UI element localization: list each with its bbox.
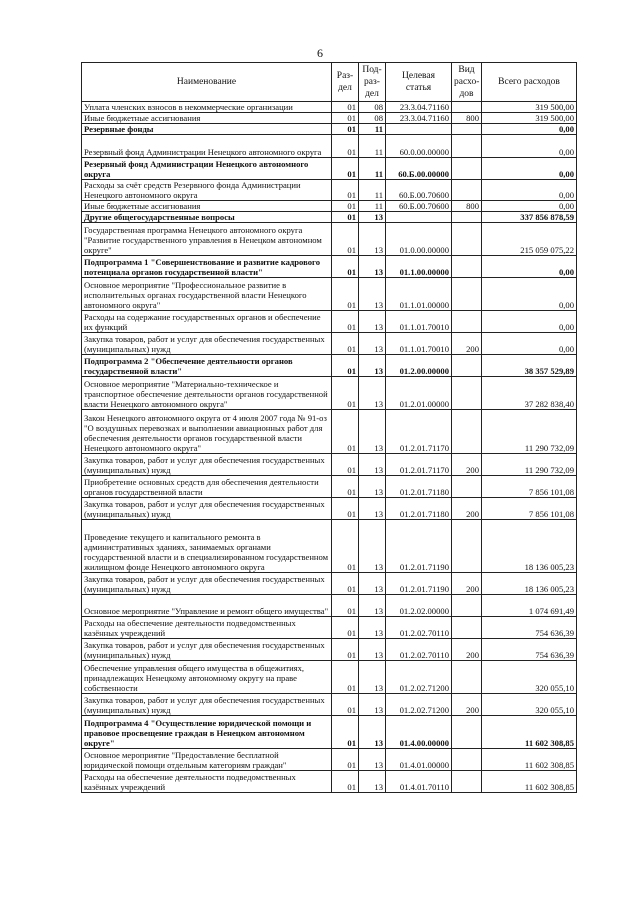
row-kind-cell: [452, 102, 482, 113]
row-podrazdel-cell: 13: [359, 311, 386, 333]
row-amount-cell: 0,00: [482, 278, 577, 311]
row-kind-cell: [452, 595, 482, 617]
row-amount-cell: 18 136 005,23: [482, 520, 577, 573]
table-row: [82, 124, 577, 135]
row-article-cell: 01.2.02.00000: [386, 595, 452, 617]
row-name-cell: Обеспечение управления общего имущества в общежитиях, принадлежащих Ненецкому автономному округу на праве собственности: [82, 661, 332, 694]
row-name-cell: Резервный фонд Администрации Ненецкого автономного округа: [82, 158, 332, 180]
row-kind-cell: [452, 180, 482, 201]
row-name-cell: Подпрограмма 4 "Осуществление юридической помощи и правовое просвещение граждан в Ненецком автономном округе": [82, 716, 332, 749]
row-podrazdel-cell: 13: [359, 694, 386, 716]
row-kind-cell: [452, 256, 482, 278]
row-razdel-cell: 01: [332, 201, 359, 212]
row-name-cell: Расходы на обеспечение деятельности подведомственных казённых учреждений: [82, 617, 332, 639]
row-name-cell: Закупка товаров, работ и услуг для обеспечения государственных (муниципальных) нужд: [82, 573, 332, 595]
row-name-cell: Другие общегосударственные вопросы: [82, 212, 332, 223]
table-row: [82, 595, 577, 617]
table-row: [82, 716, 577, 749]
row-article-cell: [386, 124, 452, 135]
row-article-cell: 23.3.04.71160: [386, 102, 452, 113]
row-amount-cell: 11 602 308,85: [482, 749, 577, 771]
row-name-cell: Закупка товаров, работ и услуг для обеспечения государственных (муниципальных) нужд: [82, 639, 332, 661]
row-razdel-cell: 01: [332, 377, 359, 410]
row-name-cell: Государственная программа Ненецкого автономного округа "Развитие государственного управления в Ненецком автономном округе": [82, 223, 332, 256]
row-amount-cell: 0,00: [482, 311, 577, 333]
row-article-cell: 01.1.00.00000: [386, 256, 452, 278]
table-row: [82, 639, 577, 661]
row-razdel-cell: 01: [332, 520, 359, 573]
row-razdel-cell: 01: [332, 476, 359, 498]
row-podrazdel-cell: 13: [359, 771, 386, 793]
row-name-cell: Расходы на содержание государственных органов и обеспечение их функций: [82, 311, 332, 333]
row-podrazdel-cell: 13: [359, 256, 386, 278]
row-amount-cell: 0,00: [482, 201, 577, 212]
row-name-cell: Резервные фонды: [82, 124, 332, 135]
budget-table: [81, 62, 577, 793]
row-name-cell: Иные бюджетные ассигнования: [82, 113, 332, 124]
table-body: [82, 102, 577, 793]
table-row: [82, 256, 577, 278]
row-razdel-cell: 01: [332, 158, 359, 180]
row-article-cell: 01.1.01.70010: [386, 333, 452, 355]
table-row: [82, 212, 577, 223]
row-podrazdel-cell: 08: [359, 102, 386, 113]
page-number: 6: [317, 46, 323, 60]
table-row: [82, 102, 577, 113]
row-razdel-cell: 01: [332, 454, 359, 476]
row-kind-cell: [452, 661, 482, 694]
table-row: [82, 355, 577, 377]
row-kind-cell: [452, 410, 482, 454]
row-amount-cell: 319 500,00: [482, 113, 577, 124]
row-name-cell: Расходы на обеспечение деятельности подведомственных казённых учреждений: [82, 771, 332, 793]
table-header-row: [82, 63, 577, 102]
row-amount-cell: 11 602 308,85: [482, 716, 577, 749]
row-article-cell: 01.1.01.00000: [386, 278, 452, 311]
row-razdel-cell: 01: [332, 617, 359, 639]
row-kind-cell: 200: [452, 573, 482, 595]
row-amount-cell: 37 282 838,40: [482, 377, 577, 410]
table-row: [82, 377, 577, 410]
row-kind-cell: [452, 476, 482, 498]
row-podrazdel-cell: 13: [359, 498, 386, 520]
row-article-cell: [386, 212, 452, 223]
row-razdel-cell: 01: [332, 573, 359, 595]
row-article-cell: 60.Б.00.70600: [386, 201, 452, 212]
row-kind-cell: [452, 223, 482, 256]
row-amount-cell: 320 055,10: [482, 661, 577, 694]
row-name-cell: Подпрограмма 2 "Обеспечение деятельности органов государственной власти": [82, 355, 332, 377]
row-name-cell: Приобретение основных средств для обеспечения деятельности органов государственной власти: [82, 476, 332, 498]
row-razdel-cell: 01: [332, 223, 359, 256]
row-amount-cell: 320 055,10: [482, 694, 577, 716]
row-name-cell: Расходы за счёт средств Резервного фонда Администрации Ненецкого автономного округа: [82, 180, 332, 201]
row-razdel-cell: 01: [332, 278, 359, 311]
row-article-cell: 01.4.01.00000: [386, 749, 452, 771]
row-article-cell: 01.2.01.71190: [386, 520, 452, 573]
header-name: Наименование: [82, 63, 332, 102]
row-article-cell: 01.2.02.71200: [386, 661, 452, 694]
table-row: [82, 771, 577, 793]
row-name-cell: Закупка товаров, работ и услуг для обеспечения государственных (муниципальных) нужд: [82, 694, 332, 716]
header-kind: Вид расхо- дов: [452, 63, 482, 102]
row-podrazdel-cell: 13: [359, 661, 386, 694]
row-article-cell: 01.2.01.71190: [386, 573, 452, 595]
row-article-cell: 01.2.02.70110: [386, 617, 452, 639]
row-kind-cell: [452, 278, 482, 311]
row-amount-cell: 1 074 691,49: [482, 595, 577, 617]
row-name-cell: Основное мероприятие "Профессиональное развитие в исполнительных органах государственной власти Ненецкого автономного округа": [82, 278, 332, 311]
row-razdel-cell: 01: [332, 716, 359, 749]
table-row: [82, 311, 577, 333]
row-kind-cell: [452, 124, 482, 135]
table-row: [82, 158, 577, 180]
header-article: Целевая статья: [386, 63, 452, 102]
table-row: [82, 617, 577, 639]
row-amount-cell: 319 500,00: [482, 102, 577, 113]
row-amount-cell: 11 602 308,85: [482, 771, 577, 793]
row-name-cell: Основное мероприятие "Управление и ремонт общего имущества": [82, 595, 332, 617]
row-podrazdel-cell: 13: [359, 617, 386, 639]
row-amount-cell: 754 636,39: [482, 617, 577, 639]
row-kind-cell: 800: [452, 113, 482, 124]
row-name-cell: Резервный фонд Администрации Ненецкого автономного округа: [82, 135, 332, 158]
row-amount-cell: 0,00: [482, 256, 577, 278]
row-article-cell: 01.2.02.70110: [386, 639, 452, 661]
table-row: [82, 749, 577, 771]
row-razdel-cell: 01: [332, 595, 359, 617]
row-podrazdel-cell: 13: [359, 476, 386, 498]
table-row: [82, 520, 577, 573]
row-article-cell: 01.4.00.00000: [386, 716, 452, 749]
row-razdel-cell: 01: [332, 333, 359, 355]
row-name-cell: Закупка товаров, работ и услуг для обеспечения государственных (муниципальных) нужд: [82, 333, 332, 355]
row-name-cell: Закон Ненецкого автономного округа от 4 июля 2007 года № 91-оз "О воздушных перевозках и выполнении авиационных работ для обеспечения деятельности органов государственной власти Ненецкого автономного округа": [82, 410, 332, 454]
row-podrazdel-cell: 11: [359, 135, 386, 158]
row-article-cell: 01.2.01.71170: [386, 410, 452, 454]
row-razdel-cell: 01: [332, 639, 359, 661]
row-razdel-cell: 01: [332, 311, 359, 333]
row-amount-cell: 0,00: [482, 124, 577, 135]
row-razdel-cell: 01: [332, 102, 359, 113]
row-podrazdel-cell: 11: [359, 124, 386, 135]
row-name-cell: Основное мероприятие "Материально-техническое и транспортное обеспечение деятельности органов государственной власти Ненецкого автономного округа": [82, 377, 332, 410]
row-podrazdel-cell: 13: [359, 573, 386, 595]
row-kind-cell: 200: [452, 333, 482, 355]
row-podrazdel-cell: 13: [359, 454, 386, 476]
table-row: [82, 201, 577, 212]
row-podrazdel-cell: 13: [359, 749, 386, 771]
row-razdel-cell: 01: [332, 661, 359, 694]
row-podrazdel-cell: 08: [359, 113, 386, 124]
row-kind-cell: [452, 520, 482, 573]
row-podrazdel-cell: 13: [359, 212, 386, 223]
row-kind-cell: [452, 135, 482, 158]
table-row: [82, 498, 577, 520]
row-podrazdel-cell: 13: [359, 595, 386, 617]
row-kind-cell: [452, 377, 482, 410]
row-kind-cell: [452, 771, 482, 793]
row-podrazdel-cell: 13: [359, 377, 386, 410]
row-razdel-cell: 01: [332, 694, 359, 716]
table-row: [82, 454, 577, 476]
row-article-cell: 60.Б.00.70600: [386, 180, 452, 201]
row-article-cell: 60.Б.00.00000: [386, 158, 452, 180]
row-razdel-cell: 01: [332, 410, 359, 454]
row-podrazdel-cell: 13: [359, 355, 386, 377]
row-amount-cell: 11 290 732,09: [482, 410, 577, 454]
row-name-cell: Основное мероприятие "Предоставление бесплатной юридической помощи отдельным категориям граждан": [82, 749, 332, 771]
row-article-cell: 01.0.00.00000: [386, 223, 452, 256]
table-row: [82, 278, 577, 311]
row-amount-cell: 11 290 732,09: [482, 454, 577, 476]
table-row: [82, 135, 577, 158]
row-kind-cell: 200: [452, 639, 482, 661]
table-row: [82, 410, 577, 454]
row-article-cell: 01.2.00.00000: [386, 355, 452, 377]
row-name-cell: Уплата членских взносов в некоммерческие организации: [82, 102, 332, 113]
row-razdel-cell: 01: [332, 113, 359, 124]
row-article-cell: 60.0.00.00000: [386, 135, 452, 158]
header-podrazdel: Под- раз- дел: [359, 63, 386, 102]
row-article-cell: 01.2.01.71180: [386, 476, 452, 498]
row-razdel-cell: 01: [332, 355, 359, 377]
table-row: [82, 180, 577, 201]
row-kind-cell: 200: [452, 498, 482, 520]
table-row: [82, 476, 577, 498]
row-article-cell: 01.4.01.70110: [386, 771, 452, 793]
row-razdel-cell: 01: [332, 498, 359, 520]
row-article-cell: 01.2.01.00000: [386, 377, 452, 410]
row-razdel-cell: 01: [332, 135, 359, 158]
row-kind-cell: 200: [452, 454, 482, 476]
row-podrazdel-cell: 13: [359, 639, 386, 661]
row-razdel-cell: 01: [332, 749, 359, 771]
row-name-cell: Подпрограмма 1 "Совершенствование и развитие кадрового потенциала органов государственной власти": [82, 256, 332, 278]
row-kind-cell: [452, 355, 482, 377]
row-amount-cell: 0,00: [482, 180, 577, 201]
row-razdel-cell: 01: [332, 771, 359, 793]
row-name-cell: Проведение текущего и капитального ремонта в административных зданиях, занимаемых органами государственной власти и в специализированном государственном жилищном фонде Ненецкого автономного округа: [82, 520, 332, 573]
row-article-cell: 01.2.01.71170: [386, 454, 452, 476]
row-amount-cell: 7 856 101,08: [482, 498, 577, 520]
table-row: [82, 573, 577, 595]
row-podrazdel-cell: 13: [359, 278, 386, 311]
row-amount-cell: 0,00: [482, 158, 577, 180]
row-razdel-cell: 01: [332, 124, 359, 135]
table-row: [82, 223, 577, 256]
row-amount-cell: 337 856 878,59: [482, 212, 577, 223]
row-amount-cell: 7 856 101,08: [482, 476, 577, 498]
row-article-cell: 23.3.04.71160: [386, 113, 452, 124]
row-amount-cell: 38 357 529,89: [482, 355, 577, 377]
row-article-cell: 01.1.01.70010: [386, 311, 452, 333]
header-total: Всего расходов: [482, 63, 577, 102]
row-kind-cell: [452, 617, 482, 639]
row-podrazdel-cell: 13: [359, 223, 386, 256]
row-amount-cell: 215 059 075,22: [482, 223, 577, 256]
row-name-cell: Иные бюджетные ассигнования: [82, 201, 332, 212]
row-kind-cell: 200: [452, 694, 482, 716]
table-row: [82, 333, 577, 355]
row-amount-cell: 754 636,39: [482, 639, 577, 661]
row-razdel-cell: 01: [332, 180, 359, 201]
row-kind-cell: 800: [452, 201, 482, 212]
row-amount-cell: 0,00: [482, 135, 577, 158]
row-podrazdel-cell: 11: [359, 180, 386, 201]
row-podrazdel-cell: 13: [359, 716, 386, 749]
table-row: [82, 661, 577, 694]
table-row: [82, 694, 577, 716]
row-name-cell: Закупка товаров, работ и услуг для обеспечения государственных (муниципальных) нужд: [82, 498, 332, 520]
row-article-cell: 01.2.01.71180: [386, 498, 452, 520]
table-row: [82, 113, 577, 124]
row-podrazdel-cell: 13: [359, 410, 386, 454]
row-podrazdel-cell: 11: [359, 158, 386, 180]
row-razdel-cell: 01: [332, 212, 359, 223]
row-kind-cell: [452, 158, 482, 180]
row-kind-cell: [452, 749, 482, 771]
row-kind-cell: [452, 311, 482, 333]
row-razdel-cell: 01: [332, 256, 359, 278]
header-razdel: Раз- дел: [332, 63, 359, 102]
row-amount-cell: 0,00: [482, 333, 577, 355]
row-podrazdel-cell: 13: [359, 333, 386, 355]
row-podrazdel-cell: 13: [359, 520, 386, 573]
row-kind-cell: [452, 716, 482, 749]
row-name-cell: Закупка товаров, работ и услуг для обеспечения государственных (муниципальных) нужд: [82, 454, 332, 476]
row-article-cell: 01.2.02.71200: [386, 694, 452, 716]
row-podrazdel-cell: 11: [359, 201, 386, 212]
row-amount-cell: 18 136 005,23: [482, 573, 577, 595]
row-kind-cell: [452, 212, 482, 223]
